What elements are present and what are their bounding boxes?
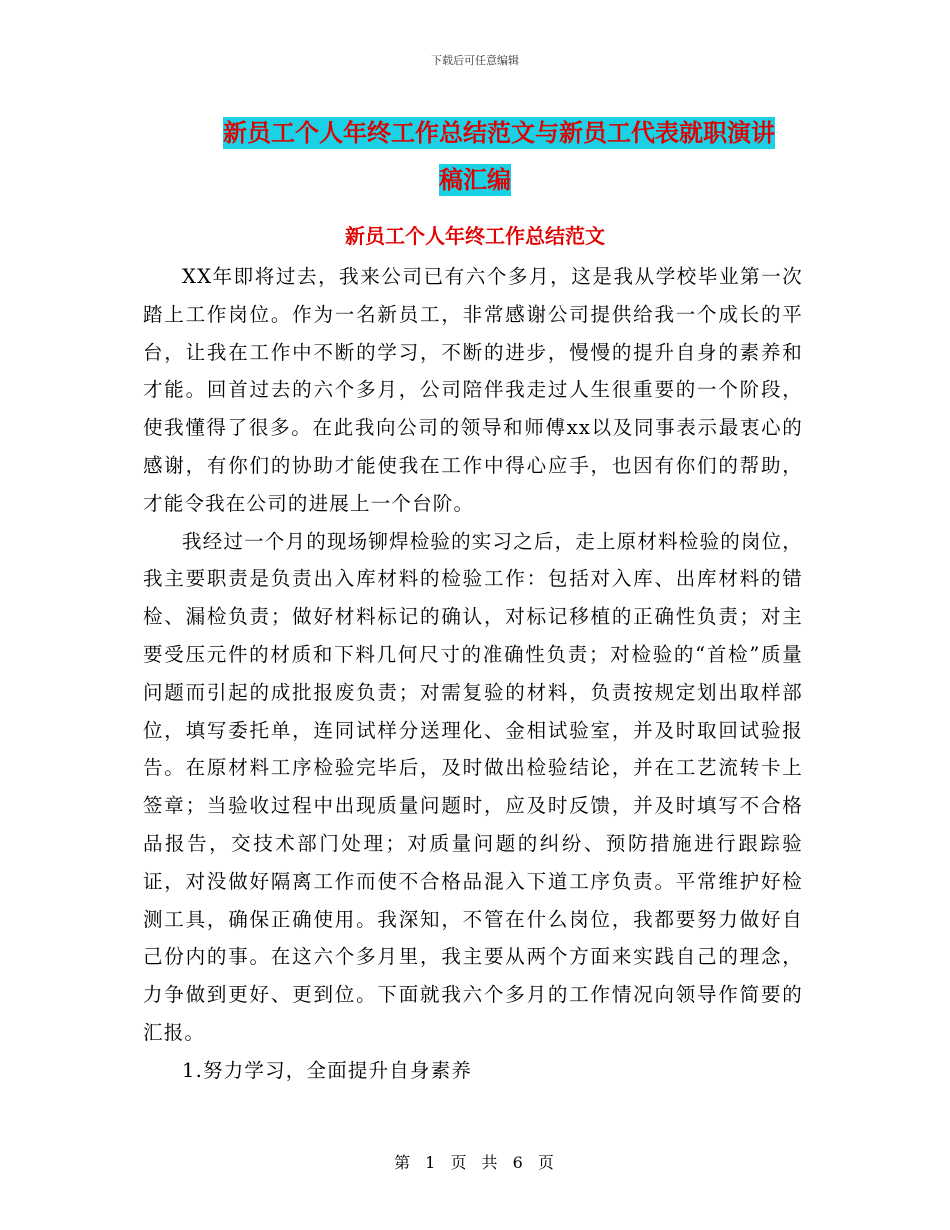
body-paragraph: XX年即将过去，我来公司已有六个多月，这是我从学校毕业第一次踏上工作岗位。作为一名新员工，非常感谢公司提供给我一个成长的平台，让我在工作中不断的学习，不断的进步，慢慢的提升自身的素养和才能。回首过去的六个多月，公司陪伴我走过人生很重要的一个阶段，使我懂得了很多。在此我向公司的领导和师傅xx以及同事表示最衷心的感谢，有你们的协助才能使我在工作中得心应手，也因有你们的帮助，才能令我在公司的进展上一个台阶。 [143,265,803,515]
page-number-footer: 第 1 页 共 6 页 [394,1153,556,1172]
document-body [143,258,803,1090]
document-title [0,110,950,204]
body-paragraph: 1.努力学习，全面提升自身素养 [182,1058,473,1082]
document-title-line-1: 新员工个人年终工作总结范文与新员工代表就职演讲 [223,119,775,147]
page-header-note: 下载后可任意编辑 [431,54,519,67]
section-title: 新员工个人年终工作总结范文 [345,224,605,248]
body-paragraph: 我经过一个月的现场铆焊检验的实习之后，走上原材料检验的岗位，我主要职责是负责出入库材料的检验工作：包括对入库、出库材料的错检、漏检负责；做好材料标记的确认，对标记移植的正确性负责；对主要受压元件的材质和下料几何尺寸的准确性负责；对检验的“首检”质量问题而引起的成批报废负责；对需复验的材料，负责按规定划出取样部位，填写委托单，连同试样分送理化、金相试验室，并及时取回试验报告。在原材料工序检验完毕后，及时做出检验结论，并在工艺流转卡上签章；当验收过程中出现质量问题时，应及时反馈，并及时填写不合格品报告，交技术部门处理；对质量问题的纠纷、预防措施进行跟踪验证，对没做好隔离工作而使不合格品混入下道工序负责。平常维护好检测工具，确保正确使用。我深知，不管在什么岗位，我都要努力做好自己份内的事。在这六个多月里，我主要从两个方面来实践自己的理念，力争做到更好、更到位。下面就我六个多月的工作情况向领导作简要的汇报。 [143,529,804,1044]
document-title-line-2: 稿汇编 [439,166,511,194]
